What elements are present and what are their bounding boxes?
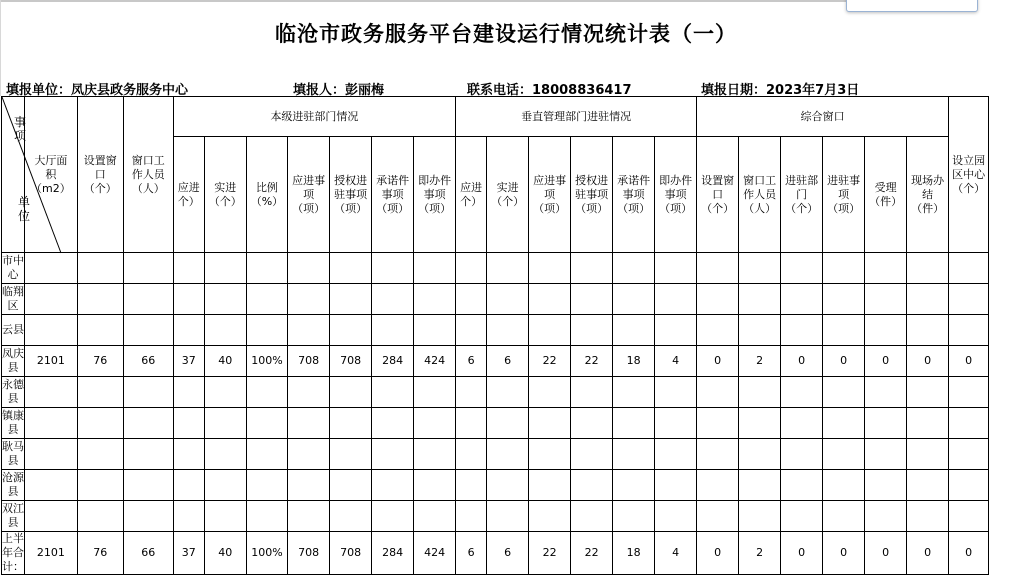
- row-label[interactable]: 云县: [2, 315, 25, 346]
- table-cell[interactable]: [655, 408, 697, 439]
- table-cell[interactable]: [372, 439, 414, 470]
- table-cell[interactable]: [414, 253, 456, 284]
- table-cell[interactable]: 0: [949, 346, 989, 377]
- table-cell[interactable]: [655, 284, 697, 315]
- table-cell[interactable]: [823, 253, 865, 284]
- table-cell[interactable]: 708: [330, 532, 372, 575]
- table-cell[interactable]: [697, 470, 739, 501]
- table-cell[interactable]: 2101: [25, 532, 78, 575]
- table-cell[interactable]: [949, 439, 989, 470]
- table-cell[interactable]: 22: [529, 346, 571, 377]
- table-cell[interactable]: [571, 501, 613, 532]
- table-cell[interactable]: [613, 501, 655, 532]
- table-cell[interactable]: 37: [173, 532, 204, 575]
- table-cell[interactable]: [907, 284, 949, 315]
- table-cell[interactable]: [655, 377, 697, 408]
- table-cell[interactable]: [77, 470, 123, 501]
- table-cell[interactable]: [456, 408, 487, 439]
- row-label[interactable]: 耿马县: [2, 439, 25, 470]
- table-cell[interactable]: 66: [123, 532, 173, 575]
- table-cell[interactable]: [456, 501, 487, 532]
- corner-header: [2, 97, 31, 253]
- table-cell[interactable]: [781, 470, 823, 501]
- table-cell[interactable]: 18: [613, 532, 655, 575]
- table-cell[interactable]: [907, 315, 949, 346]
- table-cell[interactable]: [655, 470, 697, 501]
- table-cell[interactable]: [613, 377, 655, 408]
- table-cell[interactable]: [529, 253, 571, 284]
- table-row: [2, 501, 989, 532]
- row-label[interactable]: 市中心: [2, 253, 25, 284]
- table-cell[interactable]: 6: [487, 532, 529, 575]
- table-cell[interactable]: [949, 408, 989, 439]
- subheader-vertical-4: 承诺件事项（项）: [613, 137, 655, 253]
- table-cell[interactable]: [823, 408, 865, 439]
- table-cell[interactable]: [456, 470, 487, 501]
- table-cell[interactable]: 284: [372, 532, 414, 575]
- table-cell[interactable]: 6: [456, 346, 487, 377]
- table-cell[interactable]: [865, 253, 907, 284]
- table-row: [2, 532, 989, 575]
- table-cell[interactable]: 0: [865, 346, 907, 377]
- subheader-local-1: 实进（个）: [204, 137, 246, 253]
- table-cell[interactable]: 37: [173, 346, 204, 377]
- table-cell[interactable]: [781, 408, 823, 439]
- table-cell[interactable]: [571, 408, 613, 439]
- table-cell[interactable]: [487, 315, 529, 346]
- table-cell[interactable]: [823, 284, 865, 315]
- header-hall-area: 大厅面积（m2）: [25, 97, 78, 253]
- table-cell[interactable]: [372, 501, 414, 532]
- table-cell[interactable]: [414, 377, 456, 408]
- table-cell[interactable]: [823, 470, 865, 501]
- table-cell[interactable]: [25, 377, 78, 408]
- table-cell[interactable]: [456, 315, 487, 346]
- subheader-local-0: 应进个）: [173, 137, 204, 253]
- table-cell[interactable]: 0: [907, 346, 949, 377]
- table-cell[interactable]: 40: [204, 532, 246, 575]
- table-cell[interactable]: [697, 253, 739, 284]
- table-cell[interactable]: [288, 501, 330, 532]
- table-cell[interactable]: [414, 470, 456, 501]
- table-cell[interactable]: [949, 470, 989, 501]
- table-cell[interactable]: [204, 439, 246, 470]
- table-cell[interactable]: [781, 377, 823, 408]
- table-cell[interactable]: 0: [823, 346, 865, 377]
- table-row: [2, 470, 989, 501]
- table-cell[interactable]: [123, 253, 173, 284]
- table-cell[interactable]: [907, 253, 949, 284]
- table-cell[interactable]: [823, 377, 865, 408]
- table-cell[interactable]: [25, 315, 78, 346]
- table-cell[interactable]: [123, 408, 173, 439]
- table-cell[interactable]: [487, 253, 529, 284]
- subheader-local-4: 授权进驻事项（项）: [330, 137, 372, 253]
- table-cell[interactable]: 0: [865, 532, 907, 575]
- table-cell[interactable]: [739, 284, 781, 315]
- table-cell[interactable]: [173, 377, 204, 408]
- table-cell[interactable]: [487, 284, 529, 315]
- table-cell[interactable]: [865, 439, 907, 470]
- table-cell[interactable]: [77, 284, 123, 315]
- table-cell[interactable]: 0: [781, 346, 823, 377]
- table-cell[interactable]: 708: [288, 346, 330, 377]
- table-cell[interactable]: [655, 315, 697, 346]
- table-cell[interactable]: [697, 439, 739, 470]
- table-cell[interactable]: [456, 253, 487, 284]
- table-cell[interactable]: [25, 501, 78, 532]
- table-cell[interactable]: [613, 470, 655, 501]
- header-set-windows: 设置窗口（个）: [77, 97, 123, 253]
- table-cell[interactable]: [204, 470, 246, 501]
- statistics-table: [1, 96, 989, 575]
- subheader-local-5: 承诺件事项（项）: [372, 137, 414, 253]
- table-cell[interactable]: [173, 284, 204, 315]
- subheader-vertical-1: 实进（个）: [487, 137, 529, 253]
- table-cell[interactable]: [330, 315, 372, 346]
- table-cell[interactable]: [613, 315, 655, 346]
- subheader-vertical-5: 即办件事项（项）: [655, 137, 697, 253]
- table-cell[interactable]: [173, 315, 204, 346]
- header-park-center: 设立园区中心（个）: [949, 97, 989, 253]
- table-cell[interactable]: [781, 253, 823, 284]
- header-local-group: 本级进驻部门情况: [173, 97, 455, 137]
- table-cell[interactable]: 100%: [246, 346, 287, 377]
- table-row: [2, 408, 989, 439]
- table-cell[interactable]: [529, 377, 571, 408]
- subheader-vertical-0: 应进个）: [456, 137, 487, 253]
- table-cell[interactable]: [456, 377, 487, 408]
- subheader-combined-3: 进驻事项（项）: [823, 137, 865, 253]
- reporting-unit: 填报单位：凤庆县政务服务中心: [6, 83, 189, 98]
- table-cell[interactable]: [414, 439, 456, 470]
- table-cell[interactable]: [330, 501, 372, 532]
- table-cell[interactable]: [204, 284, 246, 315]
- table-cell[interactable]: 4: [655, 532, 697, 575]
- table-cell[interactable]: [123, 315, 173, 346]
- table-cell[interactable]: [456, 439, 487, 470]
- subheader-combined-1: 窗口工作人员（人）: [739, 137, 781, 253]
- table-cell[interactable]: [655, 253, 697, 284]
- table-cell[interactable]: [697, 315, 739, 346]
- table-cell[interactable]: [697, 501, 739, 532]
- table-cell[interactable]: 424: [414, 532, 456, 575]
- table-cell[interactable]: [204, 501, 246, 532]
- table-cell[interactable]: [288, 315, 330, 346]
- table-cell[interactable]: [330, 253, 372, 284]
- table-cell[interactable]: [613, 408, 655, 439]
- table-cell[interactable]: [739, 439, 781, 470]
- table-cell[interactable]: [173, 408, 204, 439]
- table-cell[interactable]: [865, 408, 907, 439]
- table-cell[interactable]: [823, 315, 865, 346]
- table-cell[interactable]: [487, 470, 529, 501]
- table-cell[interactable]: 40: [204, 346, 246, 377]
- table-cell[interactable]: [77, 439, 123, 470]
- table-cell[interactable]: 4: [655, 346, 697, 377]
- table-cell[interactable]: [865, 377, 907, 408]
- table-cell[interactable]: [414, 501, 456, 532]
- table-cell[interactable]: [173, 439, 204, 470]
- table-cell[interactable]: [372, 284, 414, 315]
- table-row: [2, 346, 989, 377]
- table-cell[interactable]: [246, 253, 287, 284]
- row-label[interactable]: 镇康县: [2, 408, 25, 439]
- table-cell[interactable]: [288, 408, 330, 439]
- table-cell[interactable]: 22: [571, 532, 613, 575]
- row-label[interactable]: 永德县: [2, 377, 25, 408]
- table-cell[interactable]: 0: [823, 532, 865, 575]
- row-label[interactable]: 凤庆县: [2, 346, 25, 377]
- table-cell[interactable]: 76: [77, 532, 123, 575]
- table-cell[interactable]: [173, 501, 204, 532]
- table-cell[interactable]: [77, 408, 123, 439]
- table-cell[interactable]: [613, 439, 655, 470]
- table-cell[interactable]: [25, 439, 78, 470]
- sheet-left-border: [0, 0, 1, 96]
- table-cell[interactable]: [330, 470, 372, 501]
- table-cell[interactable]: [781, 439, 823, 470]
- table-cell[interactable]: [529, 501, 571, 532]
- table-cell[interactable]: [204, 408, 246, 439]
- subheader-vertical-2: 应进事项（项）: [529, 137, 571, 253]
- table-cell[interactable]: 22: [571, 346, 613, 377]
- table-cell[interactable]: [330, 408, 372, 439]
- table-cell[interactable]: [739, 253, 781, 284]
- table-cell[interactable]: 708: [330, 346, 372, 377]
- table-cell[interactable]: [173, 253, 204, 284]
- table-cell[interactable]: [907, 377, 949, 408]
- page-title: 临沧市政务服务平台建设运行情况统计表（一）: [275, 21, 737, 46]
- table-cell[interactable]: [288, 377, 330, 408]
- table-cell[interactable]: [907, 470, 949, 501]
- table-cell[interactable]: [949, 377, 989, 408]
- corner-unit-label: 单位: [18, 195, 31, 223]
- table-cell[interactable]: [25, 408, 78, 439]
- table-cell[interactable]: 22: [529, 532, 571, 575]
- table-cell[interactable]: [529, 439, 571, 470]
- table-cell[interactable]: [781, 501, 823, 532]
- table-cell[interactable]: [865, 501, 907, 532]
- table-cell[interactable]: [907, 501, 949, 532]
- table-cell[interactable]: 0: [781, 532, 823, 575]
- table-cell[interactable]: [529, 315, 571, 346]
- table-cell[interactable]: [907, 439, 949, 470]
- table-cell[interactable]: [571, 439, 613, 470]
- table-row: [2, 253, 989, 284]
- table-cell[interactable]: [414, 408, 456, 439]
- table-cell[interactable]: [246, 501, 287, 532]
- table-cell[interactable]: [613, 253, 655, 284]
- table-cell[interactable]: 66: [123, 346, 173, 377]
- table-cell[interactable]: [288, 253, 330, 284]
- table-cell[interactable]: [414, 315, 456, 346]
- row-label[interactable]: 双江县: [2, 501, 25, 532]
- sheet-top-border: [0, 0, 972, 2]
- table-cell[interactable]: [414, 284, 456, 315]
- table-cell[interactable]: [77, 253, 123, 284]
- subheader-combined-4: 受理（件）: [865, 137, 907, 253]
- table-cell[interactable]: [571, 377, 613, 408]
- table-cell[interactable]: [571, 470, 613, 501]
- subheader-local-6: 即办件事项（项）: [414, 137, 456, 253]
- table-cell[interactable]: [487, 377, 529, 408]
- table-cell[interactable]: 0: [949, 532, 989, 575]
- table-cell[interactable]: [246, 439, 287, 470]
- table-cell[interactable]: [487, 439, 529, 470]
- table-cell[interactable]: [288, 470, 330, 501]
- table-cell[interactable]: [865, 470, 907, 501]
- table-cell[interactable]: [865, 284, 907, 315]
- table-cell[interactable]: 18: [613, 346, 655, 377]
- table-cell[interactable]: [865, 315, 907, 346]
- table-cell[interactable]: 100%: [246, 532, 287, 575]
- table-cell[interactable]: [571, 284, 613, 315]
- table-cell[interactable]: 2: [739, 532, 781, 575]
- table-cell[interactable]: 6: [487, 346, 529, 377]
- table-cell[interactable]: [739, 470, 781, 501]
- table-cell[interactable]: [949, 501, 989, 532]
- reporter-name: 填报人：彭丽梅: [293, 83, 385, 98]
- table-cell[interactable]: [456, 284, 487, 315]
- table-cell[interactable]: [529, 470, 571, 501]
- table-cell[interactable]: [204, 315, 246, 346]
- table-cell[interactable]: [949, 315, 989, 346]
- table-cell[interactable]: [487, 501, 529, 532]
- table-cell[interactable]: [330, 439, 372, 470]
- table-cell[interactable]: 0: [697, 346, 739, 377]
- table-cell[interactable]: 76: [77, 346, 123, 377]
- table-cell[interactable]: [123, 501, 173, 532]
- table-cell[interactable]: [372, 408, 414, 439]
- table-cell[interactable]: [246, 315, 287, 346]
- table-cell[interactable]: [487, 408, 529, 439]
- table-row: [2, 439, 989, 470]
- table-cell[interactable]: [123, 284, 173, 315]
- subheader-local-2: 比例（%）: [246, 137, 287, 253]
- subheader-combined-5: 现场办结（件）: [907, 137, 949, 253]
- row-label[interactable]: 上半年合计：: [2, 532, 24, 573]
- table-row: [2, 315, 989, 346]
- table-cell[interactable]: [655, 439, 697, 470]
- table-cell[interactable]: [123, 377, 173, 408]
- table-cell[interactable]: [697, 408, 739, 439]
- table-cell[interactable]: [204, 377, 246, 408]
- table-row: [2, 284, 989, 315]
- table-cell[interactable]: 2101: [25, 346, 78, 377]
- header-combined-group: 综合窗口: [697, 97, 949, 137]
- table-cell[interactable]: [246, 377, 287, 408]
- table-cell[interactable]: [655, 501, 697, 532]
- table-cell[interactable]: [529, 408, 571, 439]
- table-cell[interactable]: [529, 284, 571, 315]
- table-cell[interactable]: [739, 501, 781, 532]
- table-cell[interactable]: [949, 284, 989, 315]
- table-cell[interactable]: [288, 284, 330, 315]
- table-cell[interactable]: [288, 439, 330, 470]
- table-cell[interactable]: [372, 253, 414, 284]
- table-cell[interactable]: [781, 284, 823, 315]
- table-cell[interactable]: [246, 408, 287, 439]
- row-label[interactable]: 临翔区: [2, 284, 25, 315]
- table-cell[interactable]: [372, 470, 414, 501]
- table-cell[interactable]: 2: [739, 346, 781, 377]
- table-cell[interactable]: [77, 315, 123, 346]
- table-cell[interactable]: [781, 315, 823, 346]
- header-vertical-group: 垂直管理部门进驻情况: [456, 97, 697, 137]
- subheader-local-3: 应进事项（项）: [288, 137, 330, 253]
- table-cell[interactable]: [77, 501, 123, 532]
- table-cell[interactable]: [372, 315, 414, 346]
- table-cell[interactable]: 6: [456, 532, 487, 575]
- table-cell[interactable]: [77, 377, 123, 408]
- contact-phone: 联系电话：18008836417: [467, 83, 632, 98]
- table-cell[interactable]: 0: [907, 532, 949, 575]
- table-cell[interactable]: [697, 377, 739, 408]
- subheader-vertical-3: 授权进驻事项（项）: [571, 137, 613, 253]
- corner-diagonal-line: [2, 97, 61, 253]
- subheader-combined-0: 设置窗口（个）: [697, 137, 739, 253]
- table-cell[interactable]: [823, 439, 865, 470]
- table-cell[interactable]: [204, 253, 246, 284]
- table-cell[interactable]: [739, 315, 781, 346]
- row-label[interactable]: 沧源县: [2, 470, 25, 501]
- table-cell[interactable]: 424: [414, 346, 456, 377]
- table-cell[interactable]: [173, 470, 204, 501]
- table-cell[interactable]: [739, 408, 781, 439]
- table-row: [2, 377, 989, 408]
- table-cell[interactable]: [739, 377, 781, 408]
- table-cell[interactable]: [25, 253, 78, 284]
- table-cell[interactable]: [123, 470, 173, 501]
- table-cell[interactable]: [330, 377, 372, 408]
- table-cell[interactable]: [330, 284, 372, 315]
- table-cell[interactable]: [697, 284, 739, 315]
- table-cell[interactable]: [246, 470, 287, 501]
- table-cell[interactable]: 708: [288, 532, 330, 575]
- subheader-combined-2: 进驻部门（个）: [781, 137, 823, 253]
- table-cell[interactable]: [571, 253, 613, 284]
- table-cell[interactable]: [25, 470, 78, 501]
- table-cell[interactable]: [246, 284, 287, 315]
- table-cell[interactable]: [25, 284, 78, 315]
- corner-item-label: 事项: [14, 115, 27, 143]
- floating-panel-edge: [846, 0, 978, 12]
- table-cell[interactable]: [123, 439, 173, 470]
- table-cell[interactable]: 284: [372, 346, 414, 377]
- table-cell[interactable]: [571, 315, 613, 346]
- table-cell[interactable]: [907, 408, 949, 439]
- table-cell[interactable]: [613, 284, 655, 315]
- table-cell[interactable]: [823, 501, 865, 532]
- header-window-staff: 窗口工作人员（人）: [123, 97, 173, 253]
- table-cell[interactable]: [949, 253, 989, 284]
- report-date: 填报日期：2023年7月3日: [701, 83, 860, 98]
- table-cell[interactable]: 0: [697, 532, 739, 575]
- table-cell[interactable]: [372, 377, 414, 408]
